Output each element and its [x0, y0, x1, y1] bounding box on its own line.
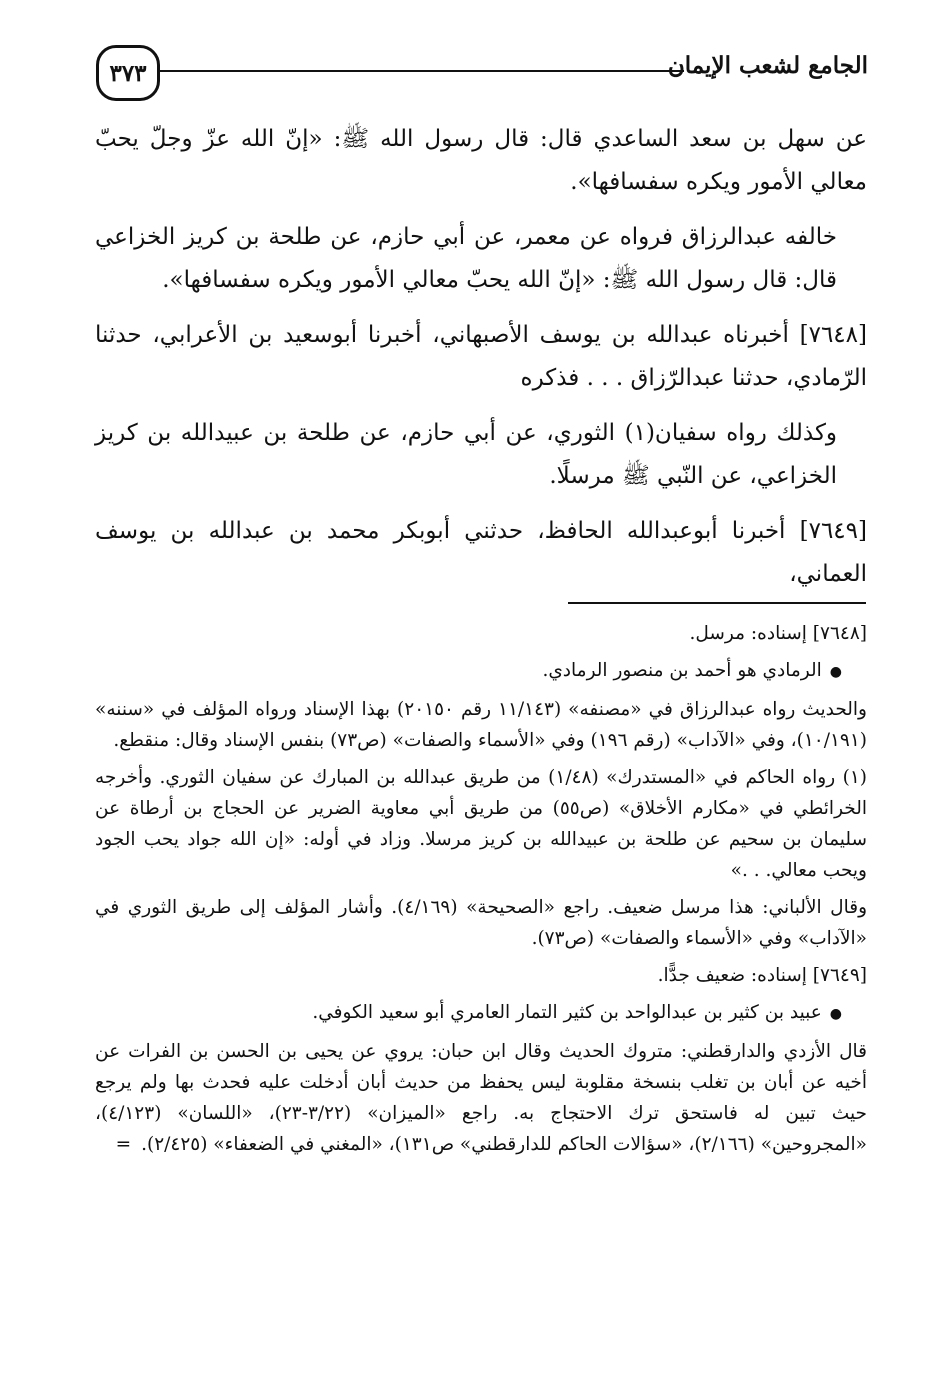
- footnote-divider: [568, 602, 866, 604]
- continuation-mark: =: [115, 1134, 132, 1155]
- note-ramadi: ● الرمادي هو أحمد بن منصور الرمادي.: [95, 655, 867, 688]
- paragraph-1: عن سهل بن سعد الساعدي قال: قال رسول الله ﷺ: «إنّ الله عزّ وجلّ يحبّ معالي الأمور ويكره سفسافها».: [95, 126, 867, 195]
- note-azdi: [95, 1036, 867, 1160]
- paragraph-2: خالفه عبدالرزاق فرواه عن معمر، عن أبي حازم، عن طلحة بن كريز الخزاعي قال: قال رسول الله ﷺ: «إنّ الله يحبّ معالي الأمور ويكره سفسافها».: [95, 224, 837, 293]
- book-title: الجامع لشعب الإيمان: [667, 52, 868, 79]
- note-ubaid: ● عبيد بن كثير بن عبدالواحد بن كثير التمار العامري أبو سعيد الكوفي.: [95, 997, 867, 1030]
- paragraph-4: وكذلك رواه سفيان(١) الثوري، عن أبي حازم، عن طلحة بن عبيدالله بن كريز الخزاعي، عن النّبي ﷺ مرسلًا.: [95, 420, 837, 489]
- main-text: [95, 118, 867, 608]
- note-azdi-text: قال الأزدي والدارقطني: متروك الحديث وقال ابن حبان: يروي عن يحيى بن الحسن بن الفرات عن أخيه عن أبان بن تغلب بنسخة مقلوبة ليس يحفظ من حديث أبان أدخلت عليه فحدث بها ولم يرجع حيث تبين له فاستحق ترك الاحتجاج به. راجع «الميزان» (٣/٢٢-٢٣)، «اللسان» (٤/١٢٣)، «المجروحين» (٢/١٦٦)، «سؤالات الحاكم للدارقطني» ص١٣١)، «المغني في الضعفاء» (٢/٤٢٥).: [95, 1041, 867, 1155]
- note-hadith-sources: والحديث رواه عبدالرزاق في «مصنفه» (١١/١٤٣ رقم ٢٠١٥٠) بهذا الإسناد ورواه المؤلف في «سننه» (١٠/١٩١)، وفي «الآداب» (رقم ١٩٦) وفي «الأسماء والصفات» (ص٧٣) بنفس الإسناد وقال: منقطع.: [95, 699, 867, 751]
- page-number: ٣٧٣: [96, 45, 160, 101]
- header-rule: [160, 70, 684, 72]
- note-7648-heading: [٧٦٤٨] إسناده: مرسل.: [689, 623, 867, 644]
- footnotes: [95, 618, 867, 1166]
- page-header: [90, 40, 868, 110]
- footnote-1: (١) رواه الحاكم في «المستدرك» (١/٤٨) من طريق عبدالله بن المبارك عن سفيان الثوري. وأخرجه الخرائطي في «مكارم الأخلاق» (ص٥٥) من طريق أبي معاوية الضرير عن الحجاج بن أرطاة عن سليمان بن سحيم عن طلحة بن عبيدالله بن كريز مرسلا. وزاد في أوله: «إن الله جواد يحب الجود ويحب معالي. . .»: [95, 767, 867, 881]
- paragraph-7649: [٧٦٤٩] أخبرنا أبوعبدالله الحافظ، حدثني أبوبكر محمد بن عبدالله بن يوسف العماني،: [95, 518, 867, 587]
- note-7649-heading: [٧٦٤٩] إسناده: ضعيف جدًّا.: [657, 965, 867, 986]
- paragraph-7648: [٧٦٤٨] أخبرناه عبدالله بن يوسف الأصبهاني، أخبرنا أبوسعيد بن الأعرابي، حدثنا الرّمادي، حدثنا عبدالرّزاق . . . فذكره: [95, 322, 867, 391]
- note-albani: وقال الألباني: هذا مرسل ضعيف. راجع «الصحيحة» (٤/١٦٩). وأشار المؤلف إلى طريق الثوري في «الآداب» وفي «الأسماء والصفات» (ص٧٣).: [95, 897, 867, 949]
